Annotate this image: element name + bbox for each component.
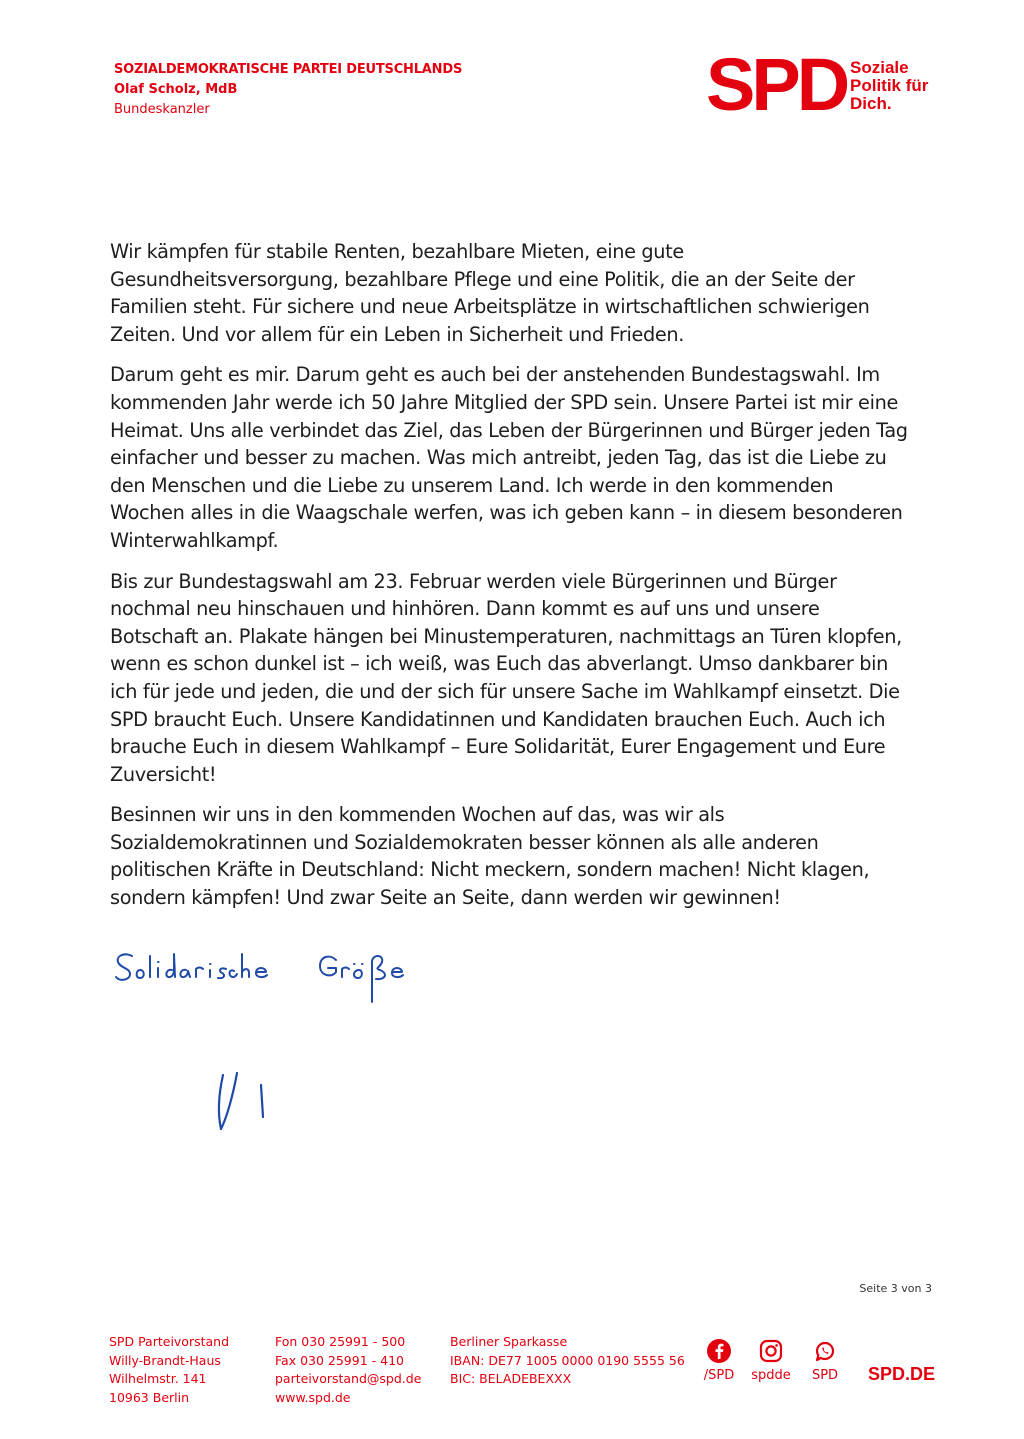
spd-logo-mark: SPD — [706, 43, 847, 126]
bank-iban: IBAN: DE77 1005 0000 0190 5555 56 — [450, 1352, 685, 1368]
whatsapp-label: SPD — [811, 1368, 839, 1383]
whatsapp-icon — [812, 1338, 838, 1364]
bank-name: Berliner Sparkasse — [450, 1334, 568, 1349]
website-link[interactable]: www.spd.de — [275, 1389, 351, 1405]
sender-block — [114, 60, 462, 120]
footer-address — [109, 1333, 229, 1407]
sender-title: Bundeskanzler — [114, 102, 210, 117]
fax-number: Fax 030 25991 - 410 — [275, 1352, 404, 1368]
claim-line-2: Politik für — [850, 76, 929, 95]
paragraph: Bis zur Bundestagswahl am 23. Februar werden viele Bürgerinnen und Bürger nochmal neu hinschauen und hinhören. Dann kommt es auf uns und unsere Botschaft an. Plakate hängen bei Minustemperaturen, nachmittags an Türen klopfen, wenn es schon dunkel ist – ich weiß, was Euch das abverlangt. Umso dankbarer bin ich für jede und jeden, die und der sich für unsere Sache im Wahlkampf einsetzt. Die SPD braucht Euch. Unsere Kandidatinnen und Kandidaten brauchen Euch. Auch ich brauche Euch in diesem Wahlkampf – Eure Solidarität, Eurer Engagement und Eure Zuversicht! — [110, 569, 902, 786]
footer-contact — [275, 1333, 421, 1407]
spd-logo — [706, 43, 936, 126]
social-instagram[interactable] — [746, 1338, 796, 1383]
address-line: Wilhelmstr. 141 — [109, 1371, 207, 1386]
website-brand-link[interactable]: SPD.DE — [868, 1364, 936, 1384]
phone-number: Fon 030 25991 - 500 — [275, 1334, 406, 1349]
footer-bank — [450, 1333, 685, 1389]
address-line: Willy-Brandt-Haus — [109, 1352, 221, 1368]
paragraph: Besinnen wir uns in den kommenden Wochen auf das, was wir als Sozialdemokratinnen und Sozialdemokraten besser können als alle anderen politischen Kräfte in Deutschland: Nicht meckern, sondern machen! Nicht klagen, sondern kämpfen! Und zwar Seite an Seite, dann werden wir gewinnen! — [110, 803, 870, 910]
handwritten-signature — [205, 1045, 285, 1140]
facebook-label: /SPD — [703, 1368, 735, 1383]
paragraph: Wir kämpfen für stabile Renten, bezahlbare Mieten, eine gute Gesundheitsversorgung, bezahlbare Pflege und eine Politik, die an der Seite der Familien steht. Für sichere und neue Arbeitsplätze in wirtschaftlichen schwierigen Zeiten. Und vor allem für ein Leben in Sicherheit und Frieden. — [110, 240, 870, 346]
address-line: SPD Parteivorstand — [109, 1334, 230, 1349]
page-number: Seite 3 von 3 — [859, 1282, 932, 1295]
letter-body — [110, 238, 910, 925]
sender-organization: SOZIALDEMOKRATISCHE PARTEI DEUTSCHLANDS — [114, 62, 463, 77]
handwritten-greeting — [110, 940, 430, 1030]
social-whatsapp[interactable] — [800, 1338, 850, 1383]
social-facebook[interactable] — [694, 1338, 744, 1383]
instagram-icon — [758, 1338, 784, 1364]
paragraph: Darum geht es mir. Darum geht es auch bei der anstehenden Bundestagswahl. Im kommenden Jahr werde ich 50 Jahre Mitglied der SPD sein. Unsere Partei ist mir eine Heimat. Uns alle verbindet das Ziel, das Leben der Bürgerinnen und Bürger jeden Tag einfacher und besser zu machen. Was mich antreibt, jeden Tag, das ist die Liebe zu den Menschen und die Liebe zu unserem Land. Ich werde in den kommenden Wochen alles in die Waagschale werfen, was ich geben kann – in diesem besonderen Winterwahlkampf. — [110, 363, 908, 552]
claim-line-1: Soziale — [850, 58, 909, 77]
claim-line-3: Dich. — [850, 94, 892, 113]
address-line: 10963 Berlin — [109, 1389, 190, 1405]
bank-bic: BIC: BELADEBEXXX — [450, 1371, 572, 1386]
email-link[interactable]: parteivorstand@spd.de — [275, 1371, 422, 1386]
facebook-icon — [706, 1338, 732, 1364]
instagram-label: spdde — [751, 1368, 791, 1383]
spd-logo-claim — [850, 59, 928, 113]
sender-name: Olaf Scholz, MdB — [114, 82, 238, 97]
